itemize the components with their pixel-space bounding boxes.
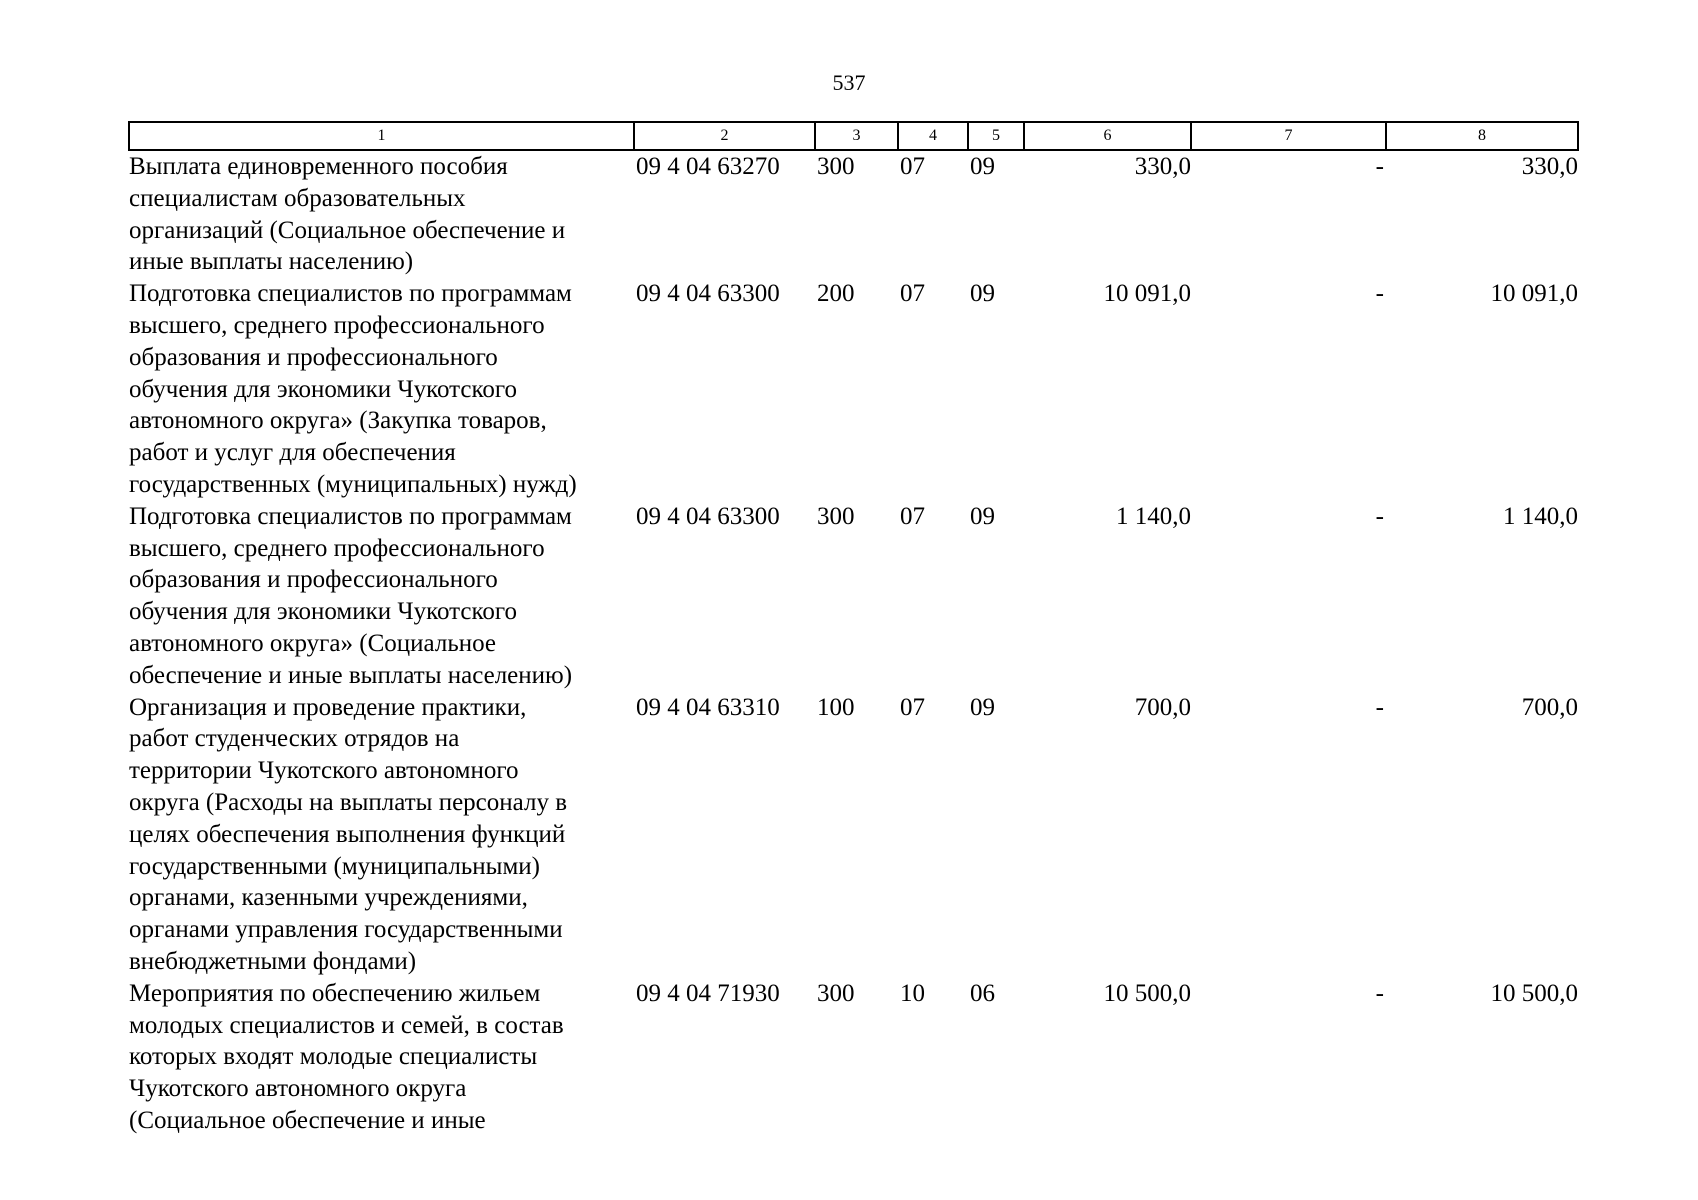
row-amount: 10 500,0 xyxy=(1103,979,1191,1007)
table-row xyxy=(129,978,1578,1137)
description-line: работ студенческих отрядов на xyxy=(129,725,460,753)
table-row xyxy=(129,150,1578,278)
row-subsection: 09 xyxy=(970,280,995,308)
row-code: 09 4 04 63300 xyxy=(636,280,780,308)
description-line: органами, казенными учреждениями, xyxy=(129,884,528,912)
row-description xyxy=(129,150,634,278)
row-section: 07 xyxy=(900,693,925,721)
description-line: обучения для экономики Чукотского xyxy=(129,375,518,403)
budget-table xyxy=(128,121,1579,1137)
row-expense-type: 300 xyxy=(817,979,855,1007)
description-line: образования и профессионального xyxy=(129,566,498,594)
row-section: 07 xyxy=(900,502,925,530)
description-line: молодых специалистов и семей, в состав xyxy=(129,1011,564,1039)
row-subsection: 09 xyxy=(970,693,995,721)
row-code: 09 4 04 63270 xyxy=(636,153,780,180)
row-column-7: - xyxy=(1375,153,1384,180)
description-line: органами управления государственными xyxy=(129,916,563,944)
row-subsection: 09 xyxy=(970,502,995,530)
row-code: 09 4 04 71930 xyxy=(636,979,780,1007)
description-line: автономного округа» (Социальное xyxy=(129,629,497,657)
description-line: территории Чукотского автономного xyxy=(129,757,519,785)
row-total: 10 091,0 xyxy=(1490,280,1578,308)
row-total: 1 140,0 xyxy=(1503,502,1578,530)
column-header: 7 xyxy=(1191,122,1386,150)
row-code: 09 4 04 63300 xyxy=(636,502,780,530)
column-header: 5 xyxy=(968,122,1024,150)
row-amount: 10 091,0 xyxy=(1103,280,1191,308)
description-line: иные выплаты населению) xyxy=(129,248,414,276)
description-line: государственных (муниципальных) нужд) xyxy=(129,470,577,498)
row-description xyxy=(129,501,634,692)
row-section: 07 xyxy=(900,280,925,308)
row-column-7: - xyxy=(1375,502,1384,530)
description-line: организаций (Социальное обеспечение и xyxy=(129,216,566,244)
row-expense-type: 100 xyxy=(817,693,855,721)
header-row xyxy=(129,122,1578,150)
row-expense-type: 200 xyxy=(817,280,855,308)
row-amount: 700,0 xyxy=(1134,693,1191,721)
row-subsection: 09 xyxy=(970,153,995,180)
row-column-7: - xyxy=(1375,280,1384,308)
description-line: Подготовка специалистов по программам xyxy=(129,280,572,308)
description-line: высшего, среднего профессионального xyxy=(129,311,545,339)
row-total: 10 500,0 xyxy=(1490,979,1578,1007)
description-line: работ и услуг для обеспечения xyxy=(129,439,456,467)
row-description xyxy=(129,978,634,1137)
description-line: специалистам образовательных xyxy=(129,184,466,212)
row-section: 10 xyxy=(900,979,925,1007)
description-line: целях обеспечения выполнения функций xyxy=(129,820,566,848)
column-header: 6 xyxy=(1024,122,1191,150)
column-header: 4 xyxy=(898,122,968,150)
row-code: 09 4 04 63310 xyxy=(636,693,780,721)
table-body xyxy=(129,150,1578,1137)
page-number: 537 xyxy=(832,70,866,95)
description-line: Выплата единовременного пособия xyxy=(129,153,508,180)
row-column-7: - xyxy=(1375,693,1384,721)
table-row xyxy=(129,278,1578,501)
table-row xyxy=(129,692,1578,978)
description-line: обеспечение и иные выплаты населению) xyxy=(129,661,573,689)
row-expense-type: 300 xyxy=(817,153,855,180)
row-amount: 330,0 xyxy=(1134,153,1191,180)
description-line: государственными (муниципальными) xyxy=(129,852,540,880)
description-line: Подготовка специалистов по программам xyxy=(129,502,572,530)
description-line: внебюджетными фондами) xyxy=(129,947,417,975)
row-description xyxy=(129,692,634,978)
description-line: высшего, среднего профессионального xyxy=(129,534,545,562)
description-line: округа (Расходы на выплаты персоналу в xyxy=(129,788,568,816)
table-row xyxy=(129,501,1578,692)
row-column-7: - xyxy=(1375,979,1384,1007)
description-line: Чукотского автономного округа xyxy=(129,1075,467,1103)
description-line: (Социальное обеспечение и иные xyxy=(129,1106,486,1134)
description-line: автономного округа» (Закупка товаров, xyxy=(129,407,547,435)
description-line: Мероприятия по обеспечению жильем xyxy=(129,979,541,1007)
row-amount: 1 140,0 xyxy=(1116,502,1191,530)
row-total: 700,0 xyxy=(1521,693,1578,721)
column-header: 2 xyxy=(634,122,815,150)
row-subsection: 06 xyxy=(970,979,995,1007)
description-line: обучения для экономики Чукотского xyxy=(129,598,518,626)
column-header: 3 xyxy=(815,122,898,150)
row-expense-type: 300 xyxy=(817,502,855,530)
description-line: образования и профессионального xyxy=(129,343,498,371)
description-line: Организация и проведение практики, xyxy=(129,693,527,721)
column-header: 8 xyxy=(1386,122,1578,150)
column-header: 1 xyxy=(129,122,634,150)
row-description xyxy=(129,278,634,501)
row-section: 07 xyxy=(900,153,925,180)
description-line: которых входят молодые специалисты xyxy=(129,1043,538,1071)
row-total: 330,0 xyxy=(1521,153,1578,180)
